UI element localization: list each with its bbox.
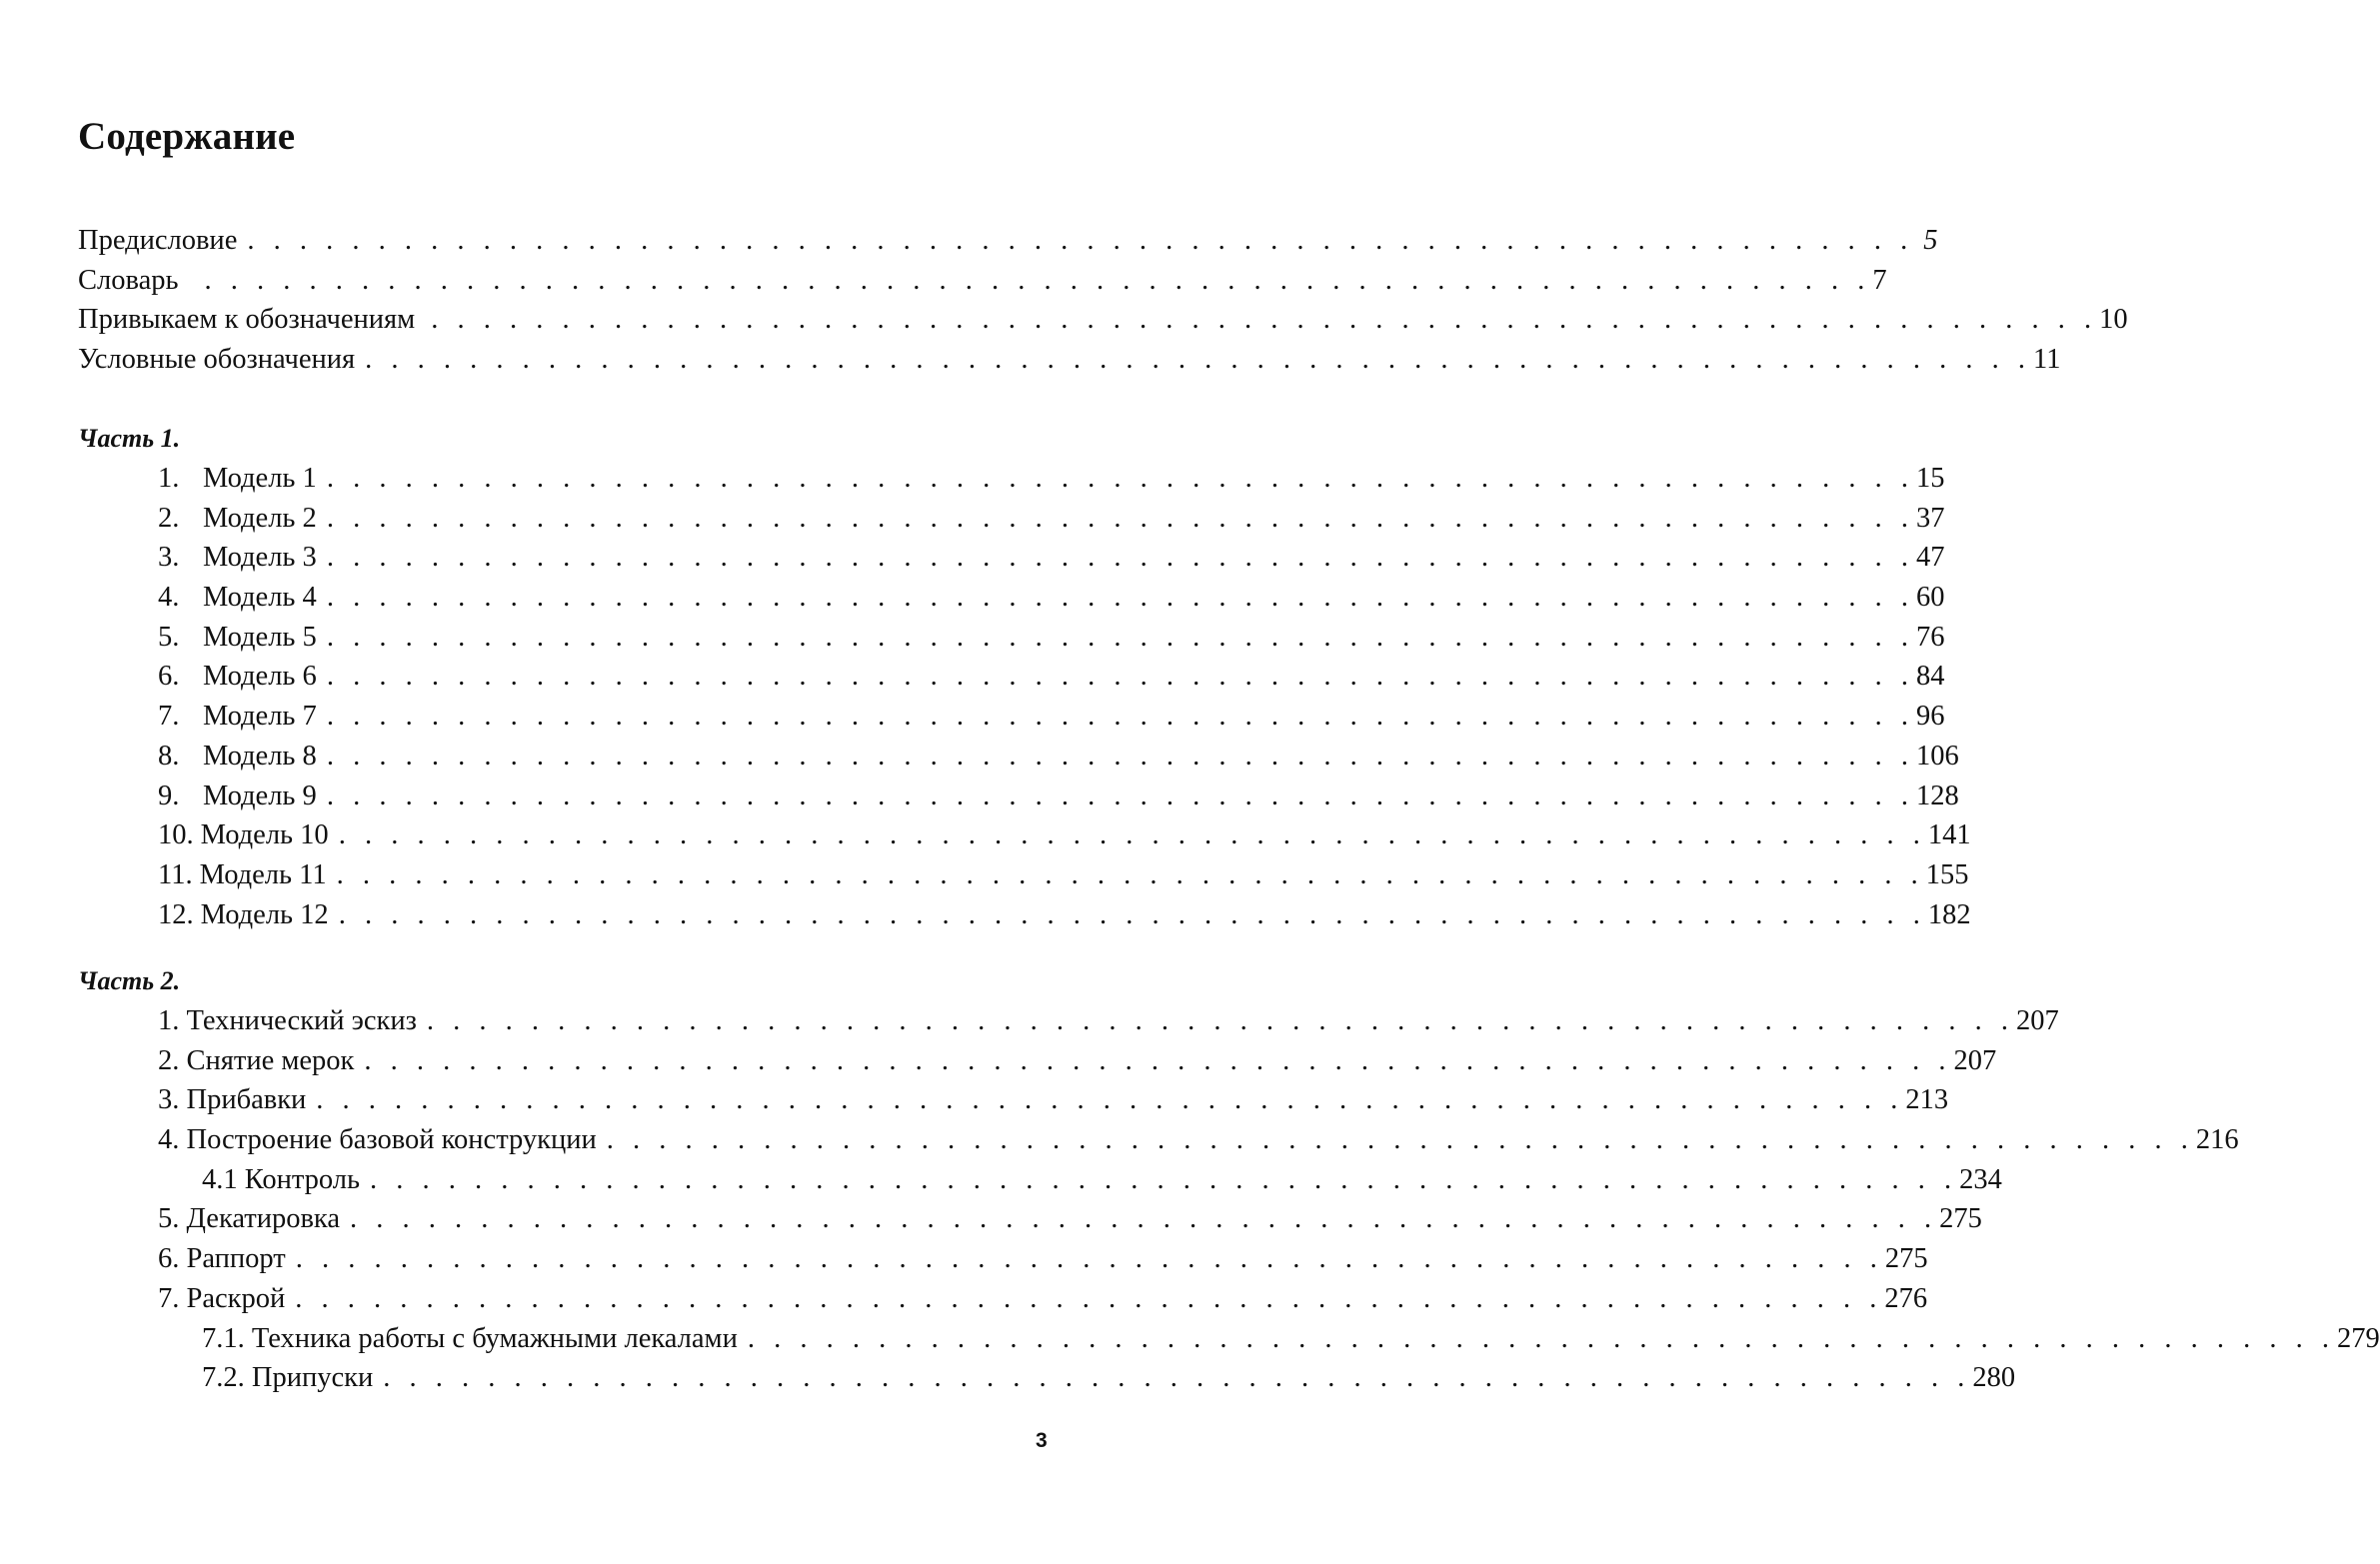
toc-entry-page: 213 bbox=[1905, 1084, 1949, 1116]
dot-leader: . . . . . . . . . . . . . . . . . . . . . . . . . . . . . . . . . . . . . . . . . . . . . . . . . . . . . . . . . . . . . bbox=[370, 1163, 1958, 1195]
toc-entry-label: 6. Раппорт bbox=[158, 1243, 286, 1275]
dot-leader: . . . . . . . . . . . . . . . . . . . . . . . . . . . . . . . . . . . . . . . . . . . . . . . . . . . . . . . . . . . . . bbox=[747, 1322, 2335, 1354]
toc-entry-page: 60 bbox=[1915, 582, 1945, 614]
toc-entry-label: Условные обозначения bbox=[78, 344, 356, 376]
toc-entry[interactable] bbox=[158, 1080, 1949, 1120]
toc-entry-label: Модель 8 bbox=[203, 740, 317, 772]
toc-entry-page: 37 bbox=[1915, 502, 1945, 534]
toc-entry[interactable] bbox=[158, 459, 1945, 499]
toc-entry[interactable] bbox=[158, 1001, 2059, 1041]
toc-entry[interactable] bbox=[158, 855, 1969, 895]
dot-leader: . . . . . . . . . . . . . . . . . . . . . . . . . . . . . . . . . . . . . . . . . . . . . . . . . . . . . . . . . . . . . bbox=[326, 542, 1914, 574]
toc-entry[interactable] bbox=[78, 261, 1887, 301]
toc-entry-label: 4. Построение базовой конструкции bbox=[158, 1124, 597, 1156]
toc-entry-page: 207 bbox=[1953, 1044, 1997, 1076]
toc-entry-label: Модель 9 bbox=[203, 780, 317, 811]
toc-entry-label: 7.1. Техника работы с бумажными лекалами bbox=[202, 1322, 738, 1354]
toc-entry-label: Модель 6 bbox=[203, 661, 317, 693]
toc-entry-page: 216 bbox=[2195, 1124, 2239, 1156]
toc-entry[interactable] bbox=[158, 737, 1959, 777]
toc-entry[interactable] bbox=[158, 1279, 1928, 1319]
dot-leader: . . . . . . . . . . . . . . . . . . . . . . . . . . . . . . . . . . . . . . . . . . . . . . . . . . . . . . . . . . . . . bbox=[326, 621, 1914, 653]
dot-leader: . . . . . . . . . . . . . . . . . . . . . . . . . . . . . . . . . . . . . . . . . . . . . . . . . . . . . . . . . . . . . bbox=[338, 898, 1926, 930]
toc-entry-page: 10 bbox=[2099, 304, 2128, 336]
toc-entry[interactable] bbox=[158, 618, 1945, 658]
toc-entry-label: 7. Раскрой bbox=[158, 1282, 286, 1314]
toc-entry-number: 3. bbox=[158, 542, 180, 574]
part-heading: Часть 2. bbox=[78, 966, 181, 995]
toc-entry-label: 1. Технический эскиз bbox=[158, 1005, 417, 1036]
toc-entry-label: Модель 7 bbox=[203, 701, 317, 733]
dot-leader: . . . . . . . . . . . . . . . . . . . . . . . . . . . . . . . . . . . . . . . . . . . . . . . . . . . . . . . . . . . . . . . . bbox=[204, 264, 1871, 296]
dot-leader: . . . . . . . . . . . . . . . . . . . . . . . . . . . . . . . . . . . . . . . . . . . . . . . . . . . . . . . . . . . . . bbox=[326, 740, 1914, 772]
dot-leader: . . . . . . . . . . . . . . . . . . . . . . . . . . . . . . . . . . . . . . . . . . . . . . . . . . . . . . . . . . . . . bbox=[606, 1124, 2194, 1156]
dot-leader: . . . . . . . . . . . . . . . . . . . . . . . . . . . . . . . . . . . . . . . . . . . . . . . . . . . . . . . . . . . . . bbox=[336, 858, 1924, 890]
toc-entry[interactable] bbox=[78, 221, 1938, 261]
toc-entry-label: 7.2. Припуски bbox=[202, 1362, 374, 1394]
toc-entry-number: 6. bbox=[158, 661, 180, 693]
dot-leader: . . . . . . . . . . . . . . . . . . . . . . . . . . . . . . . . . . . . . . . . . . . . . . . . . . . . . . . . . . . . . bbox=[338, 819, 1926, 851]
toc-entry[interactable] bbox=[158, 578, 1945, 618]
page-number: 3 bbox=[1036, 1429, 1048, 1452]
dot-leader: . . . . . . . . . . . . . . . . . . . . . . . . . . . . . . . . . . . . . . . . . . . . . . . . . . . . . . . . . . . . . bbox=[364, 1044, 1952, 1076]
toc-entry[interactable] bbox=[158, 657, 1945, 697]
dot-leader: . . . . . . . . . . . . . . . . . . . . . . . . . . . . . . . . . . . . . . . . . . . . . . . . . . . . . . . . . . . . . bbox=[295, 1282, 1883, 1314]
toc-entry-label: Модель 4 bbox=[203, 582, 317, 614]
dot-leader: . . . . . . . . . . . . . . . . . . . . . . . . . . . . . . . . . . . . . . . . . . . . . . . . . . . . . . . . . . . . . bbox=[350, 1203, 1938, 1235]
dot-leader: . . . . . . . . . . . . . . . . . . . . . . . . . . . . . . . . . . . . . . . . . . . . . . . . . . . . . . . . . . . . . bbox=[316, 1084, 1904, 1116]
toc-entry-page: 141 bbox=[1927, 819, 1971, 851]
toc-entry-label: Модель 11 bbox=[199, 858, 327, 890]
dot-leader: . . . . . . . . . . . . . . . . . . . . . . . . . . . . . . . . . . . . . . . . . . . . . . . . . . . . . . . . . . . . . bbox=[326, 502, 1914, 534]
toc-entry-page: 280 bbox=[1972, 1362, 2016, 1394]
toc-entry-number: 4. bbox=[158, 582, 180, 614]
toc-entry[interactable] bbox=[158, 1199, 1982, 1239]
toc-entry-label: Модель 10 bbox=[200, 819, 329, 851]
toc-entry-page: 15 bbox=[1915, 463, 1945, 494]
toc-entry-page: 84 bbox=[1915, 661, 1945, 693]
dot-leader: . . . . . . . . . . . . . . . . . . . . . . . . . . . . . . . . . . . . . . . . . . . . . . . . . . . . . . . . . . . . . . . . bbox=[431, 304, 2098, 336]
toc-entry-label: 2. Снятие мерок bbox=[158, 1044, 355, 1076]
toc-entry-page: 47 bbox=[1915, 542, 1945, 574]
toc-entry[interactable] bbox=[158, 1239, 1928, 1279]
toc-entry[interactable] bbox=[78, 300, 2128, 340]
toc-entry[interactable] bbox=[158, 538, 1945, 578]
toc-entry-number: 8. bbox=[158, 740, 180, 772]
toc-entry[interactable] bbox=[158, 815, 1971, 855]
toc-entry[interactable] bbox=[78, 340, 2061, 380]
dot-leader: . . . . . . . . . . . . . . . . . . . . . . . . . . . . . . . . . . . . . . . . . . . . . . . . . . . . . . . . . . . . . . . . bbox=[365, 344, 2031, 376]
page-title: Содержание bbox=[78, 115, 296, 158]
toc-entry-page: 279 bbox=[2336, 1322, 2380, 1354]
toc-entry[interactable] bbox=[202, 1358, 2016, 1398]
toc-entry-page: 275 bbox=[1884, 1243, 1928, 1275]
toc-entry-label: Модель 1 bbox=[203, 463, 317, 494]
toc-entry-number: 7. bbox=[158, 701, 180, 733]
toc-entry[interactable] bbox=[202, 1319, 2380, 1359]
toc-entry-label: Модель 5 bbox=[203, 621, 317, 653]
toc-entry-page: 182 bbox=[1927, 898, 1971, 930]
dot-leader: . . . . . . . . . . . . . . . . . . . . . . . . . . . . . . . . . . . . . . . . . . . . . . . . . . . . . . . . . . . . . bbox=[326, 661, 1914, 693]
toc-entry[interactable] bbox=[158, 1041, 1997, 1081]
toc-entry-page: 207 bbox=[2016, 1005, 2059, 1036]
toc-intro-section bbox=[0, 221, 2128, 380]
toc-entry[interactable] bbox=[158, 895, 1971, 935]
toc-entry-label: 5. Декатировка bbox=[158, 1203, 340, 1235]
dot-leader: . . . . . . . . . . . . . . . . . . . . . . . . . . . . . . . . . . . . . . . . . . . . . . . . . . . . . . . . . . . . . bbox=[383, 1362, 1971, 1394]
toc-entry[interactable] bbox=[202, 1160, 2002, 1200]
toc-entry-label: Словарь bbox=[78, 264, 179, 296]
toc-entry-number: 9. bbox=[158, 780, 180, 811]
toc-entry[interactable] bbox=[158, 697, 1945, 737]
toc-entry[interactable] bbox=[158, 777, 1959, 816]
dot-leader: . . . . . . . . . . . . . . . . . . . . . . . . . . . . . . . . . . . . . . . . . . . . . . . . . . . . . . . . . . . . . . . . bbox=[247, 225, 1914, 256]
dot-leader: . . . . . . . . . . . . . . . . . . . . . . . . . . . . . . . . . . . . . . . . . . . . . . . . . . . . . . . . . . . . . bbox=[326, 582, 1914, 614]
toc-entry-page: 11 bbox=[2033, 344, 2061, 376]
toc-entry[interactable] bbox=[158, 1120, 2239, 1160]
toc-part1-section bbox=[0, 419, 1971, 934]
toc-entry-page: 275 bbox=[1939, 1203, 1982, 1235]
toc-entry[interactable] bbox=[158, 499, 1945, 539]
dot-leader: . . . . . . . . . . . . . . . . . . . . . . . . . . . . . . . . . . . . . . . . . . . . . . . . . . . . . . . . . . . . . bbox=[295, 1243, 1883, 1275]
toc-entry-page: 5 bbox=[1923, 225, 1938, 256]
toc-entry-number: 11. bbox=[158, 858, 193, 890]
toc-entry-number: 1. bbox=[158, 463, 180, 494]
toc-entry-page: 276 bbox=[1884, 1282, 1928, 1314]
toc-entry-label: Модель 12 bbox=[200, 898, 329, 930]
toc-entry-page: 76 bbox=[1915, 621, 1945, 653]
toc-entry-page: 96 bbox=[1915, 701, 1945, 733]
toc-entry-page: 155 bbox=[1925, 858, 1969, 890]
toc-entry-label: 3. Прибавки bbox=[158, 1084, 307, 1116]
toc-entry-label: 4.1 Контроль bbox=[202, 1163, 360, 1195]
toc-entry-label: Предисловие bbox=[78, 225, 238, 256]
toc-part2-section bbox=[0, 961, 2380, 1398]
dot-leader: . . . . . . . . . . . . . . . . . . . . . . . . . . . . . . . . . . . . . . . . . . . . . . . . . . . . . . . . . . . . . bbox=[426, 1005, 2015, 1036]
toc-entry-label: Модель 3 bbox=[203, 542, 317, 574]
toc-entry-number: 5. bbox=[158, 621, 180, 653]
toc-entry-number: 2. bbox=[158, 502, 180, 534]
toc-entry-label: Модель 2 bbox=[203, 502, 317, 534]
dot-leader: . . . . . . . . . . . . . . . . . . . . . . . . . . . . . . . . . . . . . . . . . . . . . . . . . . . . . . . . . . . . . bbox=[326, 701, 1914, 733]
toc-entry-label: Привыкаем к обозначениям bbox=[78, 304, 416, 336]
dot-leader: . . . . . . . . . . . . . . . . . . . . . . . . . . . . . . . . . . . . . . . . . . . . . . . . . . . . . . . . . . . . . bbox=[326, 463, 1914, 494]
toc-entry-page: 7 bbox=[1872, 264, 1887, 296]
toc-entry-page: 128 bbox=[1915, 780, 1959, 811]
dot-leader: . . . . . . . . . . . . . . . . . . . . . . . . . . . . . . . . . . . . . . . . . . . . . . . . . . . . . . . . . . . . . bbox=[326, 780, 1914, 811]
toc-entry-page: 106 bbox=[1915, 740, 1959, 772]
toc-entry-number: 12. bbox=[158, 898, 194, 930]
part-heading: Часть 1. bbox=[78, 424, 181, 453]
toc-entry-page: 234 bbox=[1959, 1163, 2002, 1195]
toc-entry-number: 10. bbox=[158, 819, 194, 851]
